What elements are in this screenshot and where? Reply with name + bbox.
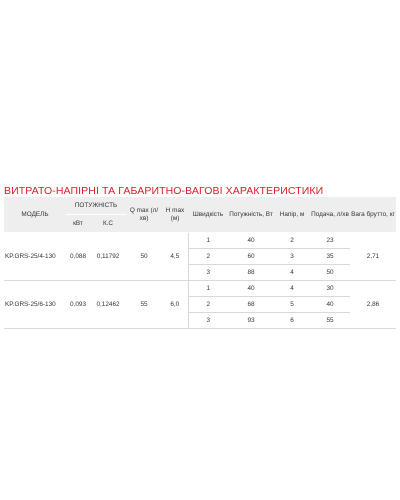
model-name: KP.GRS-25/6-130: [4, 281, 66, 329]
table-row: [4, 281, 396, 297]
head-value: 4: [274, 281, 310, 297]
hmax-value: 6,0: [162, 281, 188, 329]
power-value: 88: [228, 265, 274, 281]
flow-value: 50: [310, 265, 350, 281]
kw-value: 0,093: [66, 281, 90, 329]
power-value: 68: [228, 297, 274, 313]
head-value: 4: [274, 265, 310, 281]
hmax-value: 4,5: [162, 233, 188, 281]
qmax-value: 55: [126, 281, 162, 329]
power-value: 93: [228, 313, 274, 329]
flow-value: 40: [310, 297, 350, 313]
speed-value: 1: [188, 281, 228, 297]
section-title: ВИТРАТО-НАПІРНІ ТА ГАБАРИТНО-ВАГОВІ ХАРАКТЕРИСТИКИ: [4, 185, 324, 197]
weight-value: 2,71: [350, 233, 396, 281]
head-value: 2: [274, 233, 310, 249]
model-header: МОДЕЛЬ: [4, 197, 66, 233]
speed-value: 1: [188, 233, 228, 249]
power-value: 60: [228, 249, 274, 265]
head-header: Напір, м: [274, 197, 310, 233]
ks-value: 0,11792: [90, 233, 126, 281]
speed-value: 2: [188, 249, 228, 265]
flow-header: Подача, л/хв: [310, 197, 350, 233]
flow-value: 23: [310, 233, 350, 249]
speed-value: 2: [188, 297, 228, 313]
head-value: 3: [274, 249, 310, 265]
speed-header: Швидкість: [188, 197, 228, 233]
weight-value: 2,86: [350, 281, 396, 329]
kw-header: кВт: [66, 215, 90, 233]
kw-value: 0,088: [66, 233, 90, 281]
flow-value: 35: [310, 249, 350, 265]
head-value: 5: [274, 297, 310, 313]
speed-value: 3: [188, 313, 228, 329]
hmax-header: H max (м): [162, 197, 188, 233]
flow-value: 55: [310, 313, 350, 329]
table-row: [4, 233, 396, 249]
speed-value: 3: [188, 265, 228, 281]
power-value: 40: [228, 281, 274, 297]
specifications-table: [4, 197, 396, 329]
power-watts-header: Потужність, Вт: [228, 197, 274, 233]
power-header: ПОТУЖНІСТЬ: [66, 197, 126, 215]
ks-header: К.С: [90, 215, 126, 233]
ks-value: 0,12462: [90, 281, 126, 329]
qmax-header: Q max (л/хв): [126, 197, 162, 233]
model-name: KP.GRS-25/4-130: [4, 233, 66, 281]
flow-value: 30: [310, 281, 350, 297]
power-value: 40: [228, 233, 274, 249]
weight-header: Вага брутто, кг: [350, 197, 396, 233]
head-value: 6: [274, 313, 310, 329]
qmax-value: 50: [126, 233, 162, 281]
